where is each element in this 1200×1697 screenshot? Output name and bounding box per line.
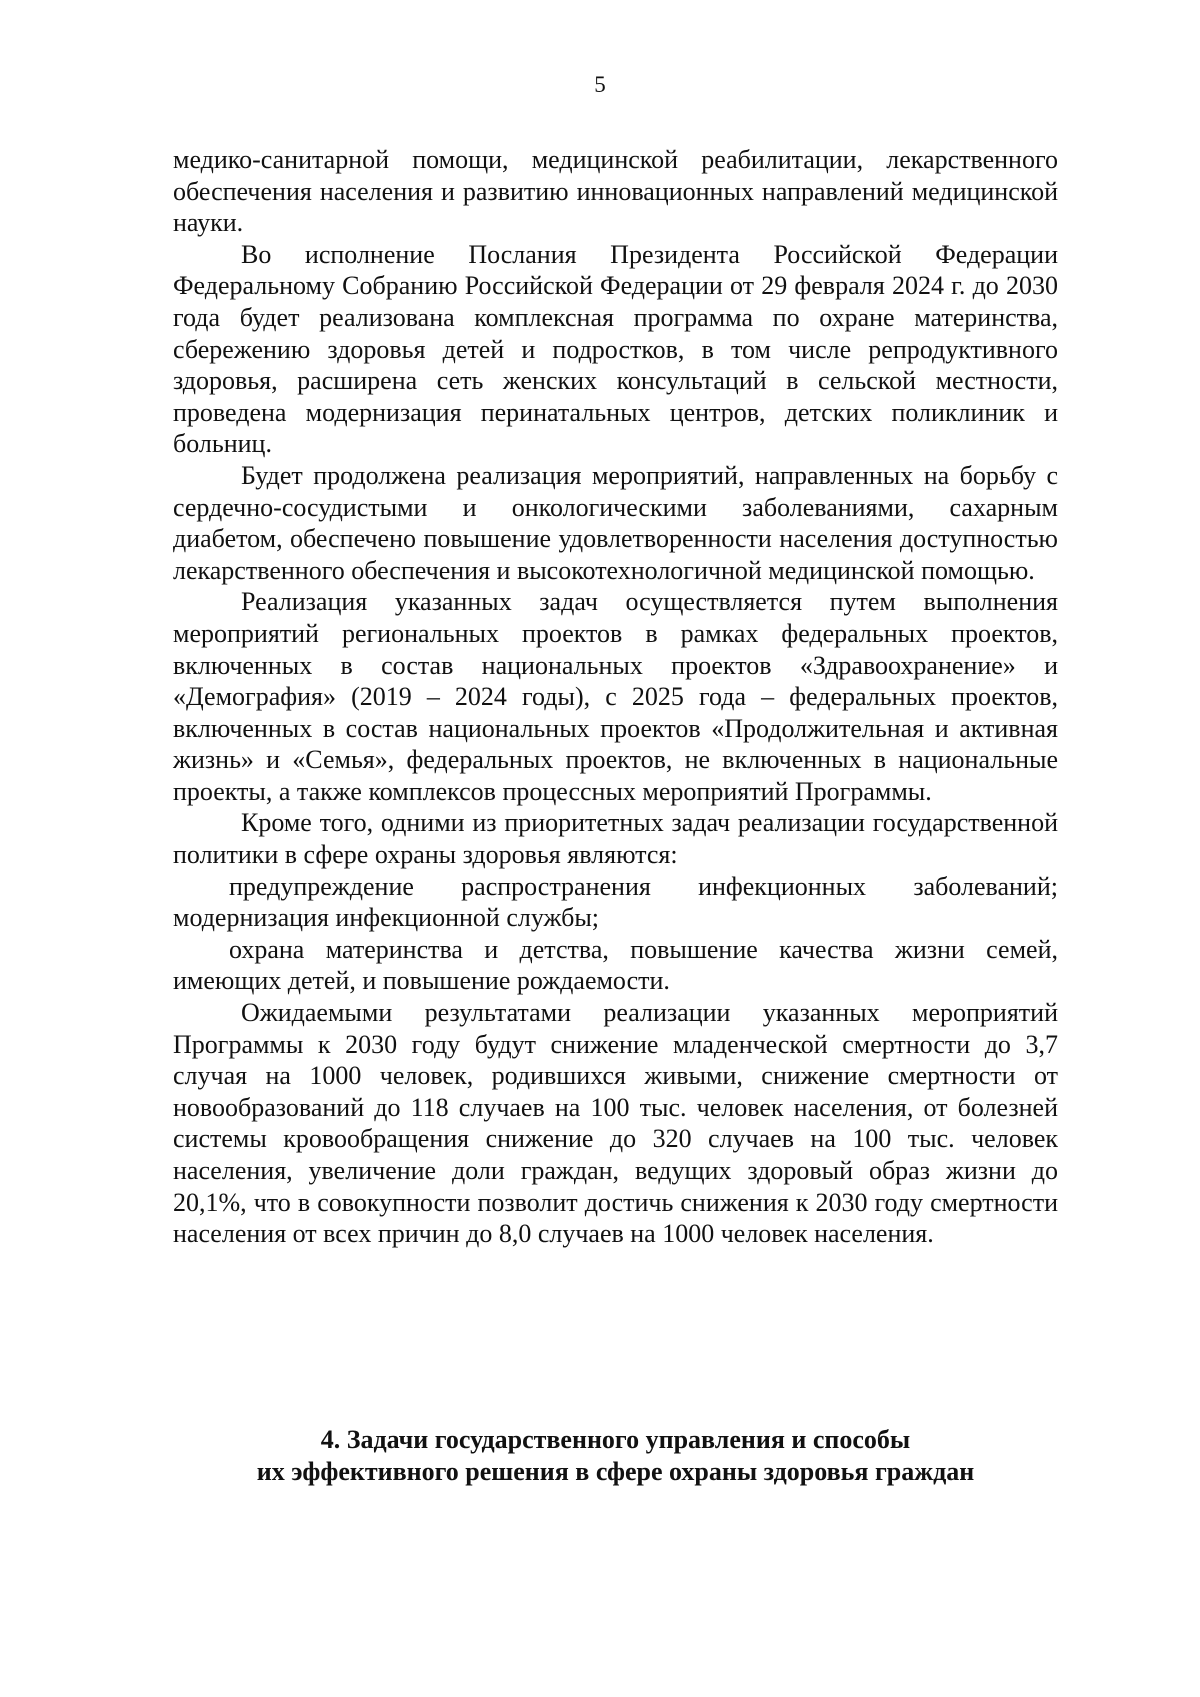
- paragraph-continued-measures: Будет продолжена реализация мероприятий, направленных на борьбу с сердечно-сосудистыми и онкологическими заболеваниями, сахарным диабетом, обеспечено повышение удовлетворенности населения доступностью лекарственного обеспечения и высокотехнологичной медицинской помощью.: [173, 460, 1058, 585]
- paragraph-expected-results: Ожидаемыми результатами реализации указанных мероприятий Программы к 2030 году будут снижение младенческой смертности до 3,7 случая на 1000 человек, родившихся живыми, снижение смертности от новообразований до 118 случаев на 100 тыс. человек населения, от болезней системы кровообращения снижение до 320 случаев на 100 тыс. человек населения, увеличение доли граждан, ведущих здоровый образ жизни до 20,1%, что в совокупности позволит достичь снижения к 2030 году смертности населения от всех причин до 8,0 случаев на 1000 человек населения.: [173, 998, 1058, 1249]
- paragraph-presidential-address: Во исполнение Послания Президента Российской Федерации Федеральному Собранию Российской Федерации от 29 февраля 2024 г. до 2030 года будет реализована комплексная программа по охране материнства, сбережению здоровья детей и подростков, в том числе репродуктивного здоровья, расширена сеть женских консультаций в сельской местности, проведена модернизация перинатальных центров, детских поликлиник и больниц.: [173, 239, 1058, 459]
- section-heading-line-1: 4. Задачи государственного управления и способы: [320, 1425, 911, 1454]
- section-heading-line-2: их эффективного решения в сфере охраны здоровья граждан: [256, 1457, 975, 1486]
- section-heading: [173, 1424, 1058, 1488]
- paragraph-priority-tasks: Кроме того, одними из приоритетных задач реализации государственной политики в сфере охраны здоровья являются:: [173, 808, 1058, 870]
- paragraph-continuation: медико-санитарной помощи, медицинской реабилитации, лекарственного обеспечения населения и развитию инновационных направлений медицинской науки.: [173, 145, 1058, 238]
- paragraph-implementation: Реализация указанных задач осуществляется путем выполнения мероприятий региональных проектов в рамках федеральных проектов, включенных в состав национальных проектов «Здравоохранение» и «Демография» (2019 – 2024 годы), с 2025 года – федеральных проектов, включенных в состав национальных проектов «Продолжительная и активная жизнь» и «Семья», федеральных проектов, не включенных в национальные проекты, а также комплексов процессных мероприятий Программы.: [173, 587, 1058, 806]
- list-item-infectious-diseases: предупреждение распространения инфекционных заболеваний; модернизация инфекционной службы;: [173, 871, 1058, 933]
- list-item-maternity: охрана материнства и детства, повышение качества жизни семей, имеющих детей, и повышение рождаемости.: [173, 934, 1058, 996]
- page-number: 5: [594, 72, 606, 97]
- document-body: [173, 144, 1058, 1250]
